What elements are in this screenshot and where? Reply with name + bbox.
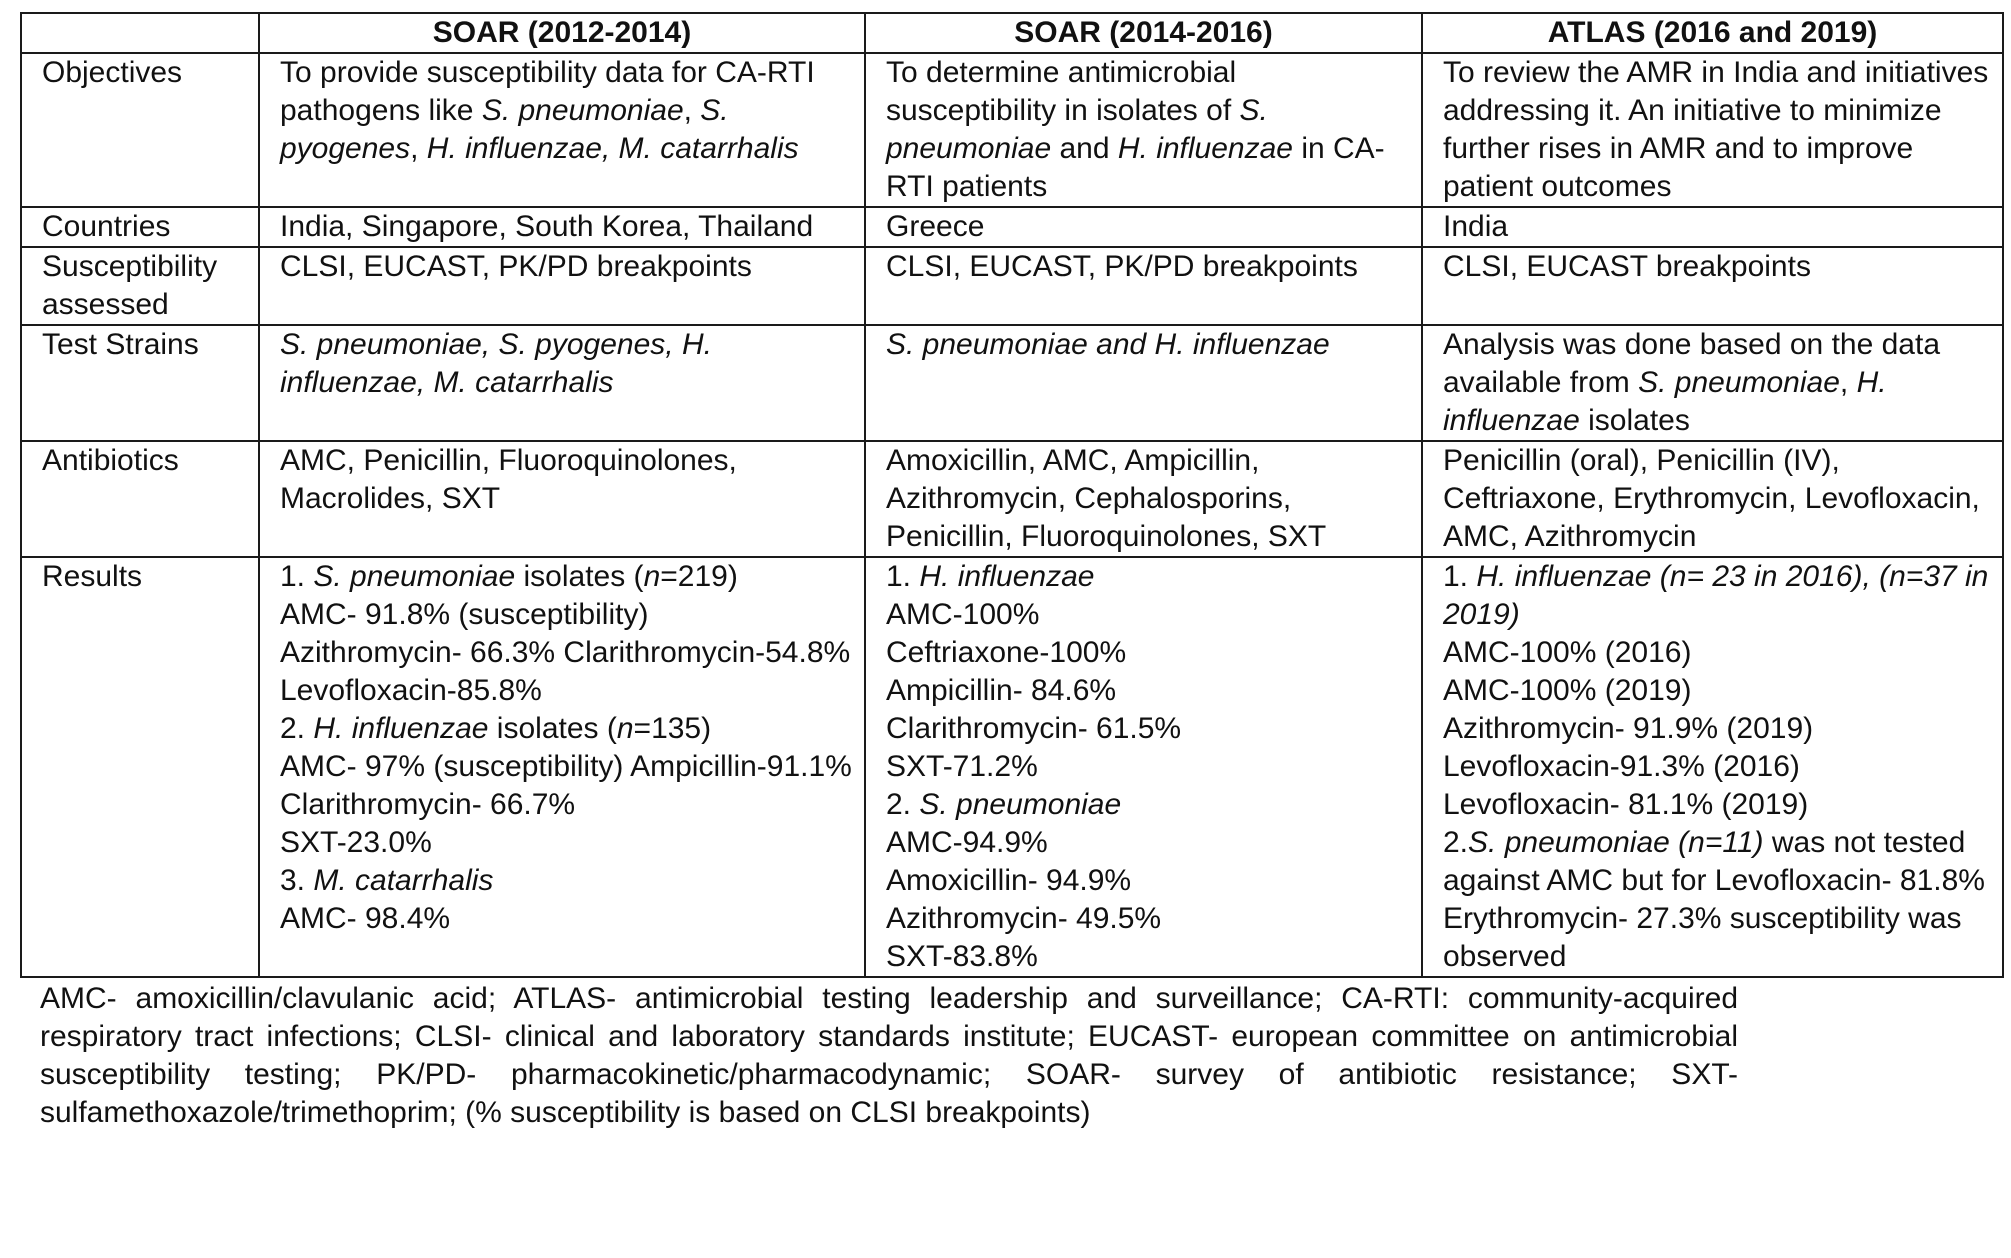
cell-line (280, 558, 856, 596)
cell-text: , (1839, 366, 1857, 399)
cell-line (886, 824, 1413, 862)
table-cell (1422, 557, 2003, 977)
cell-text: To review the AMR in India and initiatives addressing it. An initiative to minimize further rises in AMR and to improve patient outcomes (1443, 56, 1989, 203)
table-cell (1422, 53, 2003, 207)
comparison-table (20, 12, 2004, 978)
header-row (21, 13, 2003, 53)
italic-text: S. pneumoniae and H. influenzae (886, 328, 1330, 361)
cell-line (886, 748, 1413, 786)
row-label: Results (21, 557, 259, 977)
cell-line (280, 748, 856, 786)
cell-line (1443, 634, 1994, 672)
italic-text: S. pneumoniae (919, 788, 1122, 821)
cell-text: SXT-83.8% (886, 940, 1038, 973)
cell-line (280, 54, 856, 168)
cell-text: India (1443, 210, 1509, 243)
row-label: Susceptibility assessed (21, 247, 259, 325)
table-cell (259, 53, 865, 207)
cell-text: Clarithromycin- 61.5% (886, 712, 1182, 745)
cell-line (280, 326, 856, 402)
cell-text: and (1051, 132, 1118, 165)
cell-text: Azithromycin- 66.3% Clarithromycin-54.8% Levofloxacin-85.8% (280, 636, 851, 707)
table-cell (865, 325, 1422, 441)
cell-line (1443, 672, 1994, 710)
cell-line (280, 442, 856, 518)
cell-text: was not tested against AMC but for Levofloxacin- 81.8% (1443, 826, 1985, 897)
cell-text: Ampicillin- 84.6% (886, 674, 1117, 707)
row-label: Test Strains (21, 325, 259, 441)
cell-text: isolates (1579, 404, 1690, 437)
cell-line (886, 862, 1413, 900)
table-row-countries (21, 207, 2003, 247)
table-row-results (21, 557, 2003, 977)
cell-text: AMC- 91.8% (susceptibility) (280, 598, 649, 631)
cell-text: isolates ( (488, 712, 617, 745)
table-row-test-strains (21, 325, 2003, 441)
cell-line (280, 824, 856, 862)
header-atlas-2016-2019: ATLAS (2016 and 2019) (1422, 13, 2003, 53)
cell-line (280, 710, 856, 748)
cell-text: AMC- 98.4% (280, 902, 451, 935)
cell-line (1443, 900, 1994, 976)
table-body (21, 53, 2003, 977)
cell-text: 2. (280, 712, 314, 745)
cell-line (280, 634, 856, 710)
cell-text: AMC- 97% (susceptibility) Ampicillin-91.1% (280, 750, 852, 783)
cell-text: Ceftriaxone-100% (886, 636, 1127, 669)
cell-line (886, 672, 1413, 710)
corner-cell (21, 13, 259, 53)
italic-text: n (616, 712, 634, 745)
table-cell (865, 247, 1422, 325)
row-label: Countries (21, 207, 259, 247)
cell-text: Analysis was done based on the data available from (1443, 328, 1941, 399)
document (20, 12, 2002, 1162)
cell-line (280, 900, 856, 938)
cell-text: To determine antimicrobial susceptibility in isolates of (886, 56, 1240, 127)
cell-text: , (410, 132, 427, 165)
cell-text: India, Singapore, South Korea, Thailand (280, 210, 814, 243)
cell-text: 1. (280, 560, 314, 593)
cell-line (886, 900, 1413, 938)
cell-text: isolates ( (515, 560, 644, 593)
cell-line (1443, 786, 1994, 824)
cell-line (280, 786, 856, 824)
cell-line (280, 862, 856, 900)
table-cell (259, 441, 865, 557)
cell-text: Amoxicillin- 94.9% (886, 864, 1132, 897)
table-footnote: AMC- amoxicillin/clavulanic acid; ATLAS- antimicrobial testing leadership and surveillance; CA-RTI: community-acquired respiratory tract infections; CLSI- clinical and laboratory standards institute; EUCAST- european committee on antimicrobial susceptibility testing; PK/PD- pharmacokinetic/pharmacodynamic; SOAR- survey of antibiotic resistance; SXT- sulfamethoxazole/trimethoprim; (% susceptibility is based on CLSI breakpoints) (40, 982, 1738, 1129)
cell-text: AMC-100% (2019) (1443, 674, 1692, 707)
italic-text: H. influenzae, M. catarrhalis (426, 132, 799, 165)
table-cell (865, 557, 1422, 977)
cell-text: Levofloxacin- 81.1% (2019) (1443, 788, 1809, 821)
table-cell (865, 53, 1422, 207)
cell-text: in CA-RTI patients (886, 132, 1385, 203)
cell-line (886, 326, 1413, 364)
cell-text: Azithromycin- 49.5% (886, 902, 1162, 935)
cell-text: 1. (1443, 560, 1477, 593)
italic-text: H. influenzae (313, 712, 489, 745)
italic-text: S. pneumoniae (1638, 366, 1840, 399)
cell-line (1443, 824, 1994, 900)
header-soar-2012-2014: SOAR (2012-2014) (259, 13, 865, 53)
italic-text: S. pneumoniae (886, 94, 1268, 165)
italic-text: H. influenzae (1443, 366, 1887, 437)
italic-text: H. influenzae (919, 560, 1095, 593)
italic-text: H. influenzae (n= 23 in 2016), (n=37 in 2019) (1443, 560, 1989, 631)
cell-line (886, 938, 1413, 976)
cell-text: Clarithromycin- 66.7% (280, 788, 576, 821)
cell-text: Levofloxacin-91.3% (2016) (1443, 750, 1800, 783)
row-label: Antibiotics (21, 441, 259, 557)
cell-line (886, 248, 1413, 286)
table-cell (259, 325, 865, 441)
italic-text: S. pneumoniae (313, 560, 516, 593)
cell-text: =135) (633, 712, 712, 745)
table-row-antibiotics (21, 441, 2003, 557)
italic-text: S. pneumoniae (481, 94, 684, 127)
cell-text: 1. (886, 560, 920, 593)
italic-text: n (643, 560, 661, 593)
cell-text: AMC-94.9% (886, 826, 1048, 859)
cell-line (1443, 208, 1994, 246)
cell-line (1443, 54, 1994, 206)
cell-line (886, 558, 1413, 596)
cell-text: , (683, 94, 701, 127)
cell-text: AMC, Penicillin, Fluoroquinolones, Macrolides, SXT (280, 444, 737, 515)
italic-text: S. pyogenes (280, 94, 729, 165)
cell-line (1443, 748, 1994, 786)
cell-text: 3. (280, 864, 314, 897)
cell-text: 2. (1443, 826, 1469, 859)
cell-text: Azithromycin- 91.9% (2019) (1443, 712, 1814, 745)
cell-text: Greece (886, 210, 985, 243)
cell-text: =219) (660, 560, 738, 593)
cell-text: Erythromycin- 27.3% susceptibility was observed (1443, 902, 1962, 973)
cell-line (280, 596, 856, 634)
cell-text: CLSI, EUCAST, PK/PD breakpoints (886, 250, 1358, 283)
cell-line (280, 248, 856, 286)
table-cell (259, 557, 865, 977)
cell-text: AMC-100% (886, 598, 1040, 631)
table-cell (259, 207, 865, 247)
table-cell (259, 247, 865, 325)
cell-line (1443, 326, 1994, 440)
cell-text: CLSI, EUCAST, PK/PD breakpoints (280, 250, 752, 283)
cell-text: AMC-100% (2016) (1443, 636, 1692, 669)
cell-line (1443, 248, 1994, 286)
italic-text: S. pneumoniae (n=11) (1468, 826, 1764, 859)
header-soar-2014-2016: SOAR (2014-2016) (865, 13, 1422, 53)
table-cell (1422, 441, 2003, 557)
cell-text: Amoxicillin, AMC, Ampicillin, Azithromycin, Cephalosporins, Penicillin, Fluoroquinolones, SXT (886, 444, 1327, 553)
cell-line (886, 710, 1413, 748)
table-cell (1422, 207, 2003, 247)
italic-text: S. pneumoniae, S. pyogenes, H. influenzae, M. catarrhalis (280, 328, 712, 399)
table-cell (865, 207, 1422, 247)
cell-text: SXT-23.0% (280, 826, 432, 859)
table-cell (865, 441, 1422, 557)
cell-line (886, 786, 1413, 824)
cell-line (886, 208, 1413, 246)
cell-line (886, 442, 1413, 556)
cell-line (886, 54, 1413, 206)
table-cell (1422, 247, 2003, 325)
cell-text: 2. (886, 788, 920, 821)
cell-line (886, 634, 1413, 672)
cell-text: To provide susceptibility data for CA-RTI pathogens like (280, 56, 815, 127)
table-row-susceptibility-assessed (21, 247, 2003, 325)
row-label: Objectives (21, 53, 259, 207)
italic-text: H. influenzae (1117, 132, 1293, 165)
cell-text: Penicillin (oral), Penicillin (IV), Ceftriaxone, Erythromycin, Levofloxacin, AMC, Azithromycin (1443, 444, 1980, 553)
cell-line (1443, 710, 1994, 748)
cell-line (1443, 558, 1994, 634)
cell-line (1443, 442, 1994, 556)
cell-line (886, 596, 1413, 634)
cell-text: SXT-71.2% (886, 750, 1038, 783)
table-cell (1422, 325, 2003, 441)
cell-line (280, 208, 856, 246)
table-row-objectives (21, 53, 2003, 207)
italic-text: M. catarrhalis (313, 864, 494, 897)
cell-text: CLSI, EUCAST breakpoints (1443, 250, 1811, 283)
